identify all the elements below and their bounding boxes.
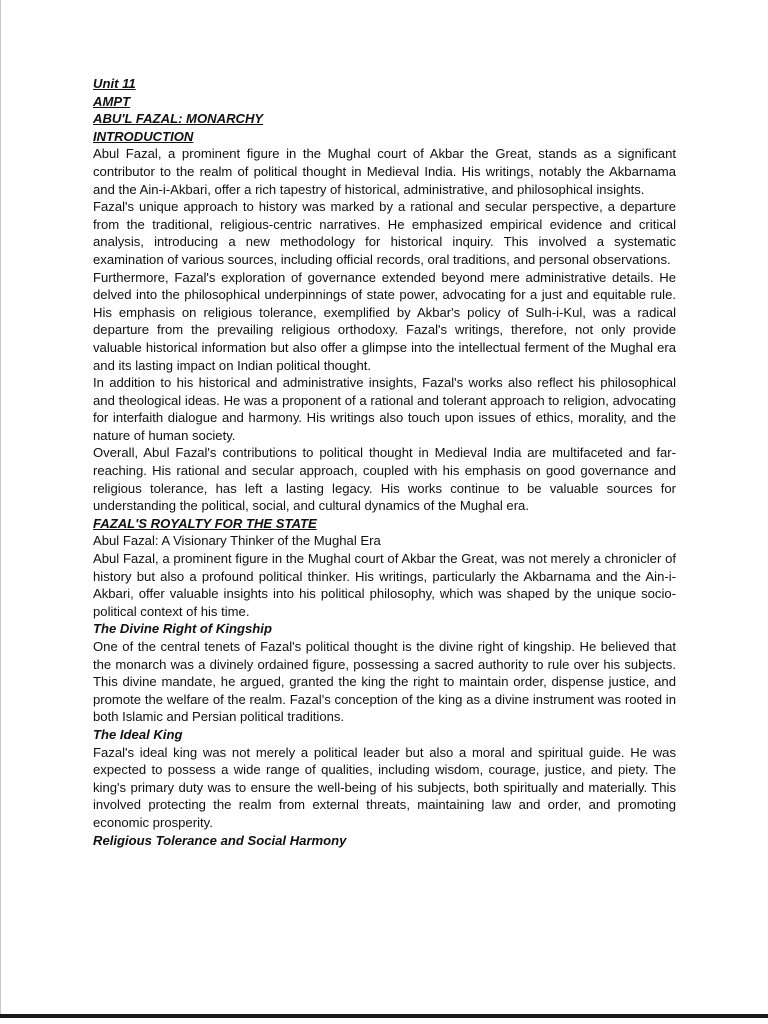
intro-paragraph-1: Abul Fazal, a prominent figure in the Mughal court of Akbar the Great, stands as a significant contributor to the realm of political thought in Medieval India. His writings, notably the Akbarnama and the Ain-i-Akbari, offer a rich tapestry of historical, administrative, and philosophical insights.: [93, 146, 676, 197]
intro-paragraph-4: In addition to his historical and administrative insights, Fazal's works also reflect his philosophical and theological ideas. He was a proponent of a rational and tolerant approach to religion, advocating for interfaith dialogue and harmony. His writings also touch upon issues of ethics, morality, and the nature of human society.: [93, 375, 676, 443]
document-page: [93, 75, 676, 849]
royalty-paragraph: Abul Fazal, a prominent figure in the Mughal court of Akbar the Great, was not merely a chronicler of history but also a profound political thinker. His writings, particularly the Akbarnama and the Ain-i-Akbari, offer valuable insights into his political philosophy, which was shaped by the unique socio-political context of his time.: [93, 551, 676, 619]
divine-right-heading: The Divine Right of Kingship: [93, 621, 272, 637]
page-left-edge: [0, 0, 1, 1014]
document-title: ABU'L FAZAL: MONARCHY: [93, 111, 264, 127]
ideal-king-heading: The Ideal King: [93, 726, 183, 742]
course-heading: AMPT: [93, 93, 131, 109]
ideal-king-paragraph: Fazal's ideal king was not merely a political leader but also a moral and spiritual guide. He was expected to possess a wide range of qualities, including wisdom, courage, justice, and piety. The king's primary duty was to ensure the well-being of his subjects, both spiritually and materially. This involved protecting the realm from external threats, maintaining law and order, and promoting economic prosperity.: [93, 744, 676, 830]
introduction-heading: INTRODUCTION: [93, 128, 194, 144]
religious-tolerance-heading: Religious Tolerance and Social Harmony: [93, 832, 347, 848]
bottom-bar: [0, 1014, 768, 1024]
unit-heading: Unit 11: [93, 76, 136, 91]
royalty-subtitle: Abul Fazal: A Visionary Thinker of the Mughal Era: [93, 533, 381, 549]
intro-paragraph-5: Overall, Abul Fazal's contributions to political thought in Medieval India are multifaceted and far-reaching. His rational and secular approach, coupled with his emphasis on good governance and religious tolerance, has left a lasting legacy. His works continue to be valuable sources for understanding the political, social, and cultural dynamics of the Mughal era.: [93, 445, 676, 514]
divine-right-paragraph: One of the central tenets of Fazal's political thought is the divine right of kingship. He believed that the monarch was a divinely ordained figure, possessing a sacred authority to rule over his subjects. This divine mandate, he argued, granted the king the right to maintain order, dispense justice, and promote the welfare of the realm. Fazal's conception of the king as a divine instrument was rooted in both Islamic and Persian political traditions.: [93, 639, 676, 725]
intro-paragraph-2: Fazal's unique approach to history was marked by a rational and secular perspective, a departure from the traditional, religious-centric narratives. He emphasized empirical evidence and critical analysis, introducing a new methodology for historical inquiry. This involved a systematic examination of various sources, including official records, oral traditions, and personal observations.: [93, 199, 676, 267]
royalty-heading: FAZAL'S ROYALTY FOR THE STATE: [93, 515, 317, 531]
intro-paragraph-3: Furthermore, Fazal's exploration of governance extended beyond mere administrative details. He delved into the philosophical underpinnings of state power, advocating for a just and equitable rule. His emphasis on religious tolerance, exemplified by Akbar's policy of Sulh-i-Kul, was a radical departure from the prevailing religious orthodoxy. Fazal's writings, therefore, not only provide valuable historical information but also offer a glimpse into the intellectual ferment of the Mughal era and its lasting impact on Indian political thought.: [93, 269, 676, 373]
